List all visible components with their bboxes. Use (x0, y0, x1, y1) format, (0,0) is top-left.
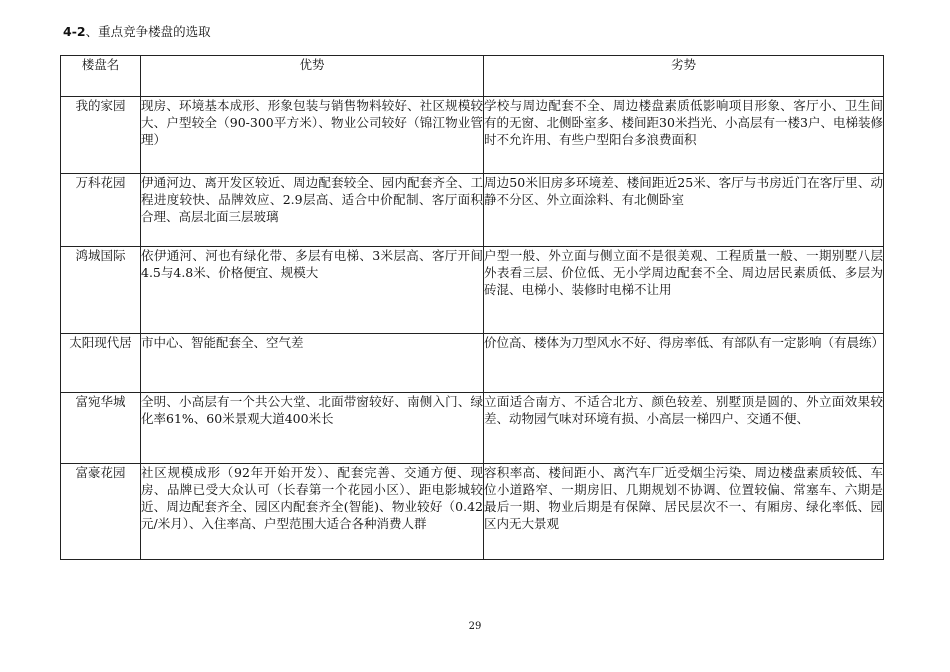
section-number: 4-2 (63, 24, 86, 39)
advantages-cell: 社区规模成形（92年开始开发）、配套完善、交通方便、现房、品牌已受大众认可（长春第一个花园小区）、距电影城较近、周边配套齐全、园区内配套齐全(智能)、物业较好（0.42元/米月）、入住率高、户型范围大适合各种消费人群 (141, 464, 484, 560)
disadvantages-cell: 户型一般、外立面与侧立面不是很美观、工程质量一般、一期别墅八层外表看三层、价位低、无小学周边配套不全、周边居民素质低、多层为砖混、电梯小、装修时电梯不让用 (484, 247, 884, 334)
table-row (61, 464, 884, 560)
advantages-cell: 全明、小高层有一个共公大堂、北面带窗较好、南侧入门、绿化率61%、60米景观大道400米长 (141, 393, 484, 464)
advantages-cell: 市中心、智能配套全、空气差 (141, 334, 484, 393)
header-disadvantages: 劣势 (484, 56, 884, 97)
page-number: 29 (468, 621, 482, 632)
project-name-cell: 万科花园 (61, 174, 141, 247)
disadvantages-cell: 价位高、楼体为刀型风水不好、得房率低、有部队有一定影响（有晨练） (484, 334, 884, 393)
table-row (61, 393, 884, 464)
table-row (61, 334, 884, 393)
advantages-cell: 伊通河边、离开发区较近、周边配套较全、园内配套齐全、工程进度较快、品牌效应、2.9层高、适合中价配制、客厅面积合理、高层北面三层玻璃 (141, 174, 484, 247)
section-title: 、重点竞争楼盘的选取 (85, 24, 211, 39)
header-advantages: 优势 (141, 56, 484, 97)
table-row (61, 247, 884, 334)
disadvantages-cell: 学校与周边配套不全、周边楼盘素质低影响项目形象、客厅小、卫生间有的无窗、北侧卧室多、楼间距30米挡光、小高层有一楼3户、电梯装修时不允许用、有些户型阳台多浪费面积 (484, 97, 884, 174)
competitor-comparison-table (60, 55, 884, 560)
section-heading (63, 24, 211, 40)
table-row (61, 174, 884, 247)
disadvantages-cell: 周边50米旧房多环境差、楼间距近25米、客厅与书房近门在客厅里、动静不分区、外立面涂料、有北侧卧室 (484, 174, 884, 247)
advantages-cell: 依伊通河、河也有绿化带、多层有电梯、3米层高、客厅开间4.5与4.8米、价格便宜、规模大 (141, 247, 484, 334)
header-project-name: 楼盘名 (61, 56, 141, 97)
table-row (61, 97, 884, 174)
disadvantages-cell: 容积率高、楼间距小、离汽车厂近受烟尘污染、周边楼盘素质较低、车位小道路窄、一期房旧、几期规划不协调、位置较偏、常塞车、六期是最后一期、物业后期是有保障、居民层次不一、有厢房、绿化率低、园区内无大景观 (484, 464, 884, 560)
project-name-cell: 太阳现代居 (61, 334, 141, 393)
table-header-row (61, 56, 884, 97)
advantages-cell: 现房、环境基本成形、形象包装与销售物料较好、社区规模较大、户型较全（90-300平方米）、物业公司较好（锦江物业管理） (141, 97, 484, 174)
project-name-cell: 鸿城国际 (61, 247, 141, 334)
project-name-cell: 富豪花园 (61, 464, 141, 560)
project-name-cell: 我的家园 (61, 97, 141, 174)
project-name-cell: 富宛华城 (61, 393, 141, 464)
disadvantages-cell: 立面适合南方、不适合北方、颜色较差、别墅顶是圆的、外立面效果较差、动物园气味对环境有损、小高层一梯四户、交通不便、 (484, 393, 884, 464)
